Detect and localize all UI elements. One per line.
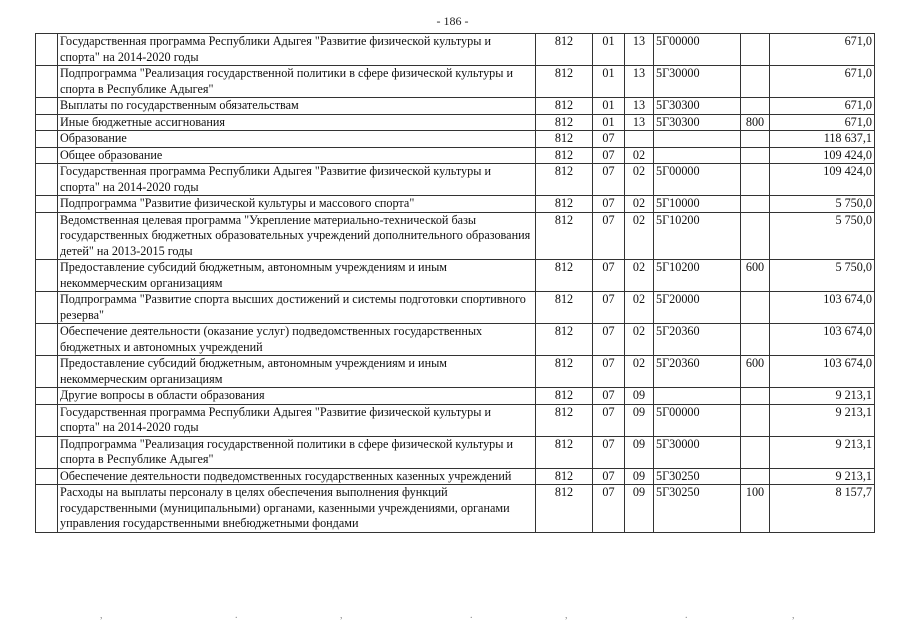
amount-cell: 109 424,0 <box>770 147 875 164</box>
table-row <box>36 356 875 388</box>
page-number: - 186 - <box>436 14 469 28</box>
row-name-cell: Ведомственная целевая программа "Укрепление материально-технической базы государственных бюджетных образовательных учреждений дополнительного образования детей" на 2013-2015 годы <box>58 212 536 260</box>
amount-cell: 118 637,1 <box>770 131 875 148</box>
expense-type-cell: 800 <box>741 114 770 131</box>
table-row <box>36 212 875 260</box>
subsection-code-cell: 02 <box>625 356 654 388</box>
budget-table-body <box>36 34 875 533</box>
amount-cell: 5 750,0 <box>770 260 875 292</box>
row-margin-cell <box>36 98 58 115</box>
ministry-code-cell: 812 <box>536 66 593 98</box>
row-name-cell: Другие вопросы в области образования <box>58 388 536 405</box>
ministry-code-cell: 812 <box>536 324 593 356</box>
expense-type-cell: 600 <box>741 260 770 292</box>
row-margin-cell <box>36 356 58 388</box>
ministry-code-cell: 812 <box>536 131 593 148</box>
target-article-cell: 5Г00000 <box>654 34 741 66</box>
amount-cell: 671,0 <box>770 66 875 98</box>
row-name-cell: Общее образование <box>58 147 536 164</box>
amount-cell: 8 157,7 <box>770 485 875 533</box>
ministry-code-cell: 812 <box>536 164 593 196</box>
table-row <box>36 114 875 131</box>
table-row <box>36 196 875 213</box>
row-margin-cell <box>36 196 58 213</box>
table-row <box>36 485 875 533</box>
section-code-cell: 07 <box>593 404 625 436</box>
table-row <box>36 388 875 405</box>
row-name-cell: Подпрограмма "Реализация государственной политики в сфере физической культуры и спорта в Республике Адыгея" <box>58 436 536 468</box>
section-code-cell: 07 <box>593 131 625 148</box>
target-article-cell <box>654 388 741 405</box>
subsection-code-cell: 09 <box>625 485 654 533</box>
row-margin-cell <box>36 485 58 533</box>
ministry-code-cell: 812 <box>536 212 593 260</box>
target-article-cell: 5Г10200 <box>654 260 741 292</box>
subsection-code-cell: 02 <box>625 196 654 213</box>
section-code-cell: 07 <box>593 260 625 292</box>
subsection-code-cell: 09 <box>625 468 654 485</box>
row-name-cell: Обеспечение деятельности подведомственных государственных казенных учреждений <box>58 468 536 485</box>
expense-type-cell <box>741 388 770 405</box>
target-article-cell: 5Г30250 <box>654 468 741 485</box>
table-row <box>36 34 875 66</box>
section-code-cell: 07 <box>593 196 625 213</box>
expense-type-cell <box>741 468 770 485</box>
section-code-cell: 07 <box>593 212 625 260</box>
table-row <box>36 436 875 468</box>
section-code-cell: 07 <box>593 292 625 324</box>
amount-cell: 103 674,0 <box>770 292 875 324</box>
target-article-cell: 5Г30300 <box>654 114 741 131</box>
amount-cell: 9 213,1 <box>770 468 875 485</box>
expense-type-cell <box>741 131 770 148</box>
section-code-cell: 07 <box>593 324 625 356</box>
ministry-code-cell: 812 <box>536 436 593 468</box>
row-name-cell: Подпрограмма "Развитие физической культуры и массового спорта" <box>58 196 536 213</box>
amount-cell: 103 674,0 <box>770 356 875 388</box>
amount-cell: 5 750,0 <box>770 212 875 260</box>
section-code-cell: 01 <box>593 66 625 98</box>
row-name-cell: Подпрограмма "Реализация государственной политики в сфере физической культуры и спорта в Республике Адыгея" <box>58 66 536 98</box>
target-article-cell: 5Г00000 <box>654 404 741 436</box>
row-name-cell: Подпрограмма "Развитие спорта высших достижений и системы подготовки спортивного резерва" <box>58 292 536 324</box>
section-code-cell: 07 <box>593 485 625 533</box>
section-code-cell: 07 <box>593 356 625 388</box>
row-name-cell: Иные бюджетные ассигнования <box>58 114 536 131</box>
row-margin-cell <box>36 292 58 324</box>
subsection-code-cell: 02 <box>625 292 654 324</box>
target-article-cell: 5Г10000 <box>654 196 741 213</box>
row-name-cell: Предоставление субсидий бюджетным, автономным учреждениям и иным некоммерческим организациям <box>58 260 536 292</box>
subsection-code-cell: 13 <box>625 34 654 66</box>
ministry-code-cell: 812 <box>536 292 593 324</box>
target-article-cell: 5Г20000 <box>654 292 741 324</box>
row-name-cell: Образование <box>58 131 536 148</box>
ministry-code-cell: 812 <box>536 196 593 213</box>
table-row <box>36 164 875 196</box>
section-code-cell: 07 <box>593 147 625 164</box>
row-name-cell: Предоставление субсидий бюджетным, автономным учреждениям и иным некоммерческим организациям <box>58 356 536 388</box>
expense-type-cell <box>741 196 770 213</box>
target-article-cell: 5Г30000 <box>654 436 741 468</box>
target-article-cell: 5Г00000 <box>654 164 741 196</box>
row-margin-cell <box>36 468 58 485</box>
section-code-cell: 07 <box>593 164 625 196</box>
expense-type-cell <box>741 34 770 66</box>
amount-cell: 5 750,0 <box>770 196 875 213</box>
table-row <box>36 147 875 164</box>
amount-cell: 671,0 <box>770 98 875 115</box>
ministry-code-cell: 812 <box>536 147 593 164</box>
section-code-cell: 01 <box>593 114 625 131</box>
expense-type-cell <box>741 147 770 164</box>
budget-table <box>35 33 875 533</box>
table-row <box>36 98 875 115</box>
expense-type-cell <box>741 292 770 324</box>
subsection-code-cell: 02 <box>625 147 654 164</box>
expense-type-cell <box>741 66 770 98</box>
table-row <box>36 404 875 436</box>
subsection-code-cell: 13 <box>625 66 654 98</box>
target-article-cell: 5Г30250 <box>654 485 741 533</box>
ministry-code-cell: 812 <box>536 114 593 131</box>
table-row <box>36 324 875 356</box>
expense-type-cell: 100 <box>741 485 770 533</box>
amount-cell: 109 424,0 <box>770 164 875 196</box>
row-name-cell: Государственная программа Республики Адыгея "Развитие физической культуры и спорта" на 2014-2020 годы <box>58 34 536 66</box>
row-margin-cell <box>36 66 58 98</box>
target-article-cell: 5Г20360 <box>654 356 741 388</box>
subsection-code-cell: 09 <box>625 436 654 468</box>
row-margin-cell <box>36 114 58 131</box>
ministry-code-cell: 812 <box>536 468 593 485</box>
expense-type-cell <box>741 212 770 260</box>
subsection-code-cell: 02 <box>625 260 654 292</box>
scan-noise: , . , . , . , <box>100 610 795 621</box>
table-row <box>36 468 875 485</box>
section-code-cell: 07 <box>593 388 625 405</box>
row-margin-cell <box>36 324 58 356</box>
amount-cell: 103 674,0 <box>770 324 875 356</box>
amount-cell: 671,0 <box>770 34 875 66</box>
expense-type-cell <box>741 436 770 468</box>
expense-type-cell <box>741 324 770 356</box>
table-row <box>36 66 875 98</box>
ministry-code-cell: 812 <box>536 404 593 436</box>
row-name-cell: Государственная программа Республики Адыгея "Развитие физической культуры и спорта" на 2014-2020 годы <box>58 164 536 196</box>
expense-type-cell <box>741 404 770 436</box>
table-row <box>36 260 875 292</box>
section-code-cell: 01 <box>593 98 625 115</box>
table-row <box>36 131 875 148</box>
subsection-code-cell: 02 <box>625 324 654 356</box>
expense-type-cell <box>741 98 770 115</box>
amount-cell: 9 213,1 <box>770 388 875 405</box>
expense-type-cell <box>741 164 770 196</box>
ministry-code-cell: 812 <box>536 356 593 388</box>
table-row <box>36 292 875 324</box>
ministry-code-cell: 812 <box>536 34 593 66</box>
ministry-code-cell: 812 <box>536 260 593 292</box>
row-margin-cell <box>36 404 58 436</box>
ministry-code-cell: 812 <box>536 388 593 405</box>
ministry-code-cell: 812 <box>536 485 593 533</box>
row-name-cell: Выплаты по государственным обязательствам <box>58 98 536 115</box>
row-name-cell: Государственная программа Республики Адыгея "Развитие физической культуры и спорта" на 2014-2020 годы <box>58 404 536 436</box>
ministry-code-cell: 812 <box>536 98 593 115</box>
section-code-cell: 07 <box>593 468 625 485</box>
amount-cell: 9 213,1 <box>770 404 875 436</box>
amount-cell: 671,0 <box>770 114 875 131</box>
row-margin-cell <box>36 260 58 292</box>
subsection-code-cell: 13 <box>625 114 654 131</box>
target-article-cell <box>654 147 741 164</box>
row-margin-cell <box>36 147 58 164</box>
subsection-code-cell <box>625 131 654 148</box>
subsection-code-cell: 02 <box>625 164 654 196</box>
target-article-cell: 5Г30000 <box>654 66 741 98</box>
row-margin-cell <box>36 388 58 405</box>
row-name-cell: Обеспечение деятельности (оказание услуг) подведомственных государственных бюджетных и автономных учреждений <box>58 324 536 356</box>
target-article-cell: 5Г10200 <box>654 212 741 260</box>
target-article-cell: 5Г30300 <box>654 98 741 115</box>
amount-cell: 9 213,1 <box>770 436 875 468</box>
row-margin-cell <box>36 436 58 468</box>
section-code-cell: 07 <box>593 436 625 468</box>
row-margin-cell <box>36 131 58 148</box>
row-margin-cell <box>36 212 58 260</box>
row-margin-cell <box>36 164 58 196</box>
row-name-cell: Расходы на выплаты персоналу в целях обеспечения выполнения функций государственными (муниципальными) органами, казенными учреждениями, органами управления государственными внебюджетными фондами <box>58 485 536 533</box>
subsection-code-cell: 02 <box>625 212 654 260</box>
expense-type-cell: 600 <box>741 356 770 388</box>
row-margin-cell <box>36 34 58 66</box>
subsection-code-cell: 09 <box>625 388 654 405</box>
target-article-cell: 5Г20360 <box>654 324 741 356</box>
section-code-cell: 01 <box>593 34 625 66</box>
target-article-cell <box>654 131 741 148</box>
subsection-code-cell: 13 <box>625 98 654 115</box>
subsection-code-cell: 09 <box>625 404 654 436</box>
